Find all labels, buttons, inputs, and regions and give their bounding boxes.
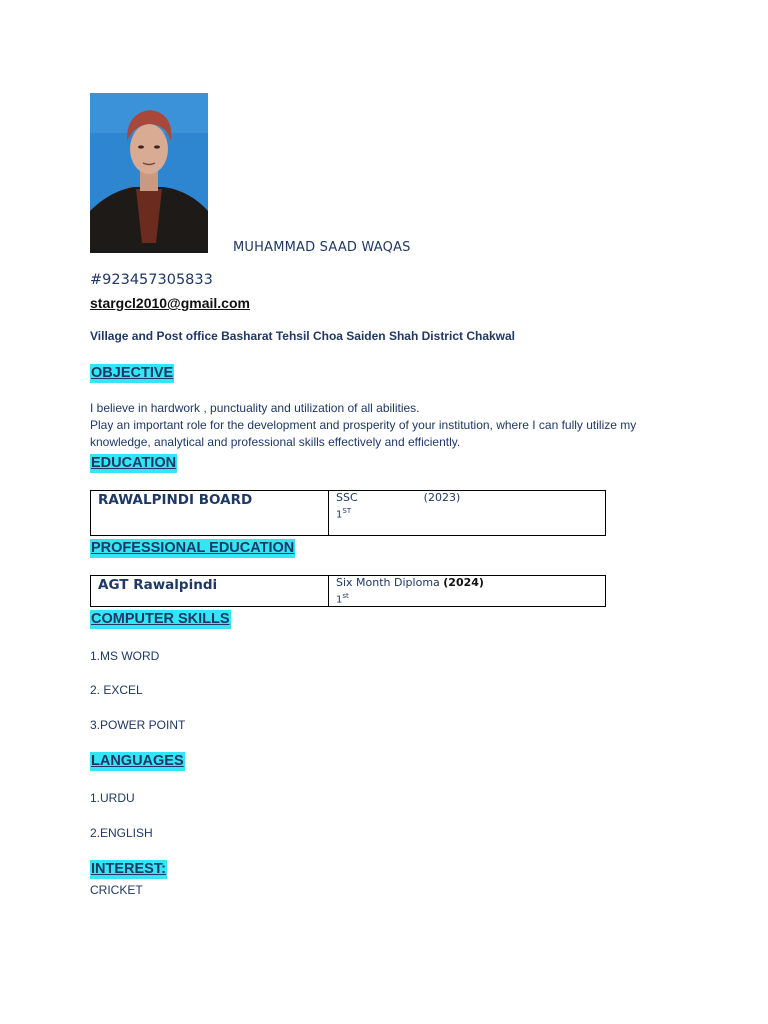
email-link[interactable]: stargcl2010@gmail.com	[90, 295, 250, 311]
language-item: 1.URDU	[90, 791, 135, 805]
education-division	[329, 505, 605, 521]
objective-line-2: Play an important role for the development and prosperity of your institution, where I can fully utilize my knowledge, analytical and professional skills effectively and efficiently.	[90, 418, 637, 449]
profile-photo-image	[90, 93, 208, 253]
professional-education-table	[90, 575, 606, 607]
education-division-number: 1	[336, 509, 343, 521]
professional-institution-cell	[91, 576, 329, 607]
professional-division-suffix: st	[342, 592, 349, 600]
education-table	[90, 490, 606, 536]
skill-item: 1.MS WORD	[90, 649, 160, 663]
language-item: 2.ENGLISH	[90, 826, 153, 840]
education-heading: EDUCATION	[91, 455, 177, 471]
interest-item: CRICKET	[90, 883, 143, 897]
objective-heading: OBJECTIVE	[91, 365, 174, 381]
phone-number: #923457305833	[90, 272, 213, 288]
education-detail	[329, 491, 605, 505]
professional-division-number: 1	[336, 594, 343, 606]
computer-skills-heading: COMPUTER SKILLS	[91, 611, 230, 627]
candidate-name: MUHAMMAD SAAD WAQAS	[233, 240, 411, 255]
professional-detail-cell	[329, 576, 606, 607]
education-institution: RAWALPINDI BOARD	[98, 492, 253, 508]
languages-heading: LANGUAGES	[91, 753, 184, 769]
skill-item: 2. EXCEL	[90, 683, 143, 697]
interest-heading-text: INTEREST	[91, 861, 162, 877]
education-institution-cell	[91, 491, 329, 536]
education-year: (2023)	[423, 491, 461, 504]
professional-division	[329, 590, 605, 606]
interest-heading-colon: :	[161, 861, 166, 877]
professional-qualification: Six Month Diploma	[336, 576, 440, 589]
profile-photo	[90, 93, 208, 253]
professional-education-heading: PROFESSIONAL EDUCATION	[91, 540, 295, 556]
interest-heading	[90, 860, 167, 879]
education-detail-cell	[329, 491, 606, 536]
skill-item: 3.POWER POINT	[90, 718, 186, 732]
professional-institution: AGT Rawalpindi	[98, 577, 218, 593]
address: Village and Post office Basharat Tehsil Choa Saiden Shah District Chakwal	[90, 329, 516, 343]
professional-detail	[329, 576, 605, 590]
professional-year: (2024)	[443, 576, 484, 589]
education-qualification: SSC	[336, 491, 358, 504]
objective-line-1: I believe in hardwork , punctuality and utilization of all abilities.	[90, 401, 420, 415]
education-division-suffix: ST	[342, 507, 352, 515]
